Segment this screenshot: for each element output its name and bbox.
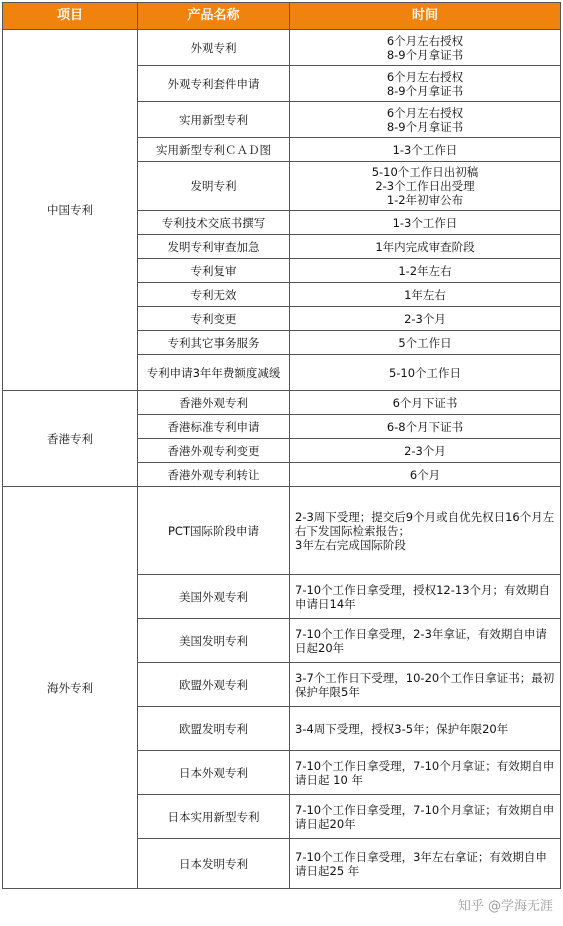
time-cell	[290, 575, 561, 619]
time-line: 2-3周下受理；提交后9个月或自优先权日16个月左右下发国际检索报告；	[295, 509, 555, 538]
product-name-cell: 专利技术交底书撰写	[138, 211, 290, 235]
product-name-cell: 美国发明专利	[138, 619, 290, 663]
time-line: 7-10个工作日拿受理，授权12-13个月；有效期自申请日14年	[295, 582, 551, 611]
time-cell	[290, 66, 561, 102]
time-line: 1年左右	[404, 287, 446, 302]
time-cell	[290, 463, 561, 487]
product-name-cell: 欧盟发明专利	[138, 707, 290, 751]
time-cell	[290, 487, 561, 575]
product-name-cell: 日本实用新型专利	[138, 795, 290, 839]
time-cell	[290, 211, 561, 235]
header-product: 产品名称	[138, 3, 290, 30]
time-cell	[290, 30, 561, 66]
time-line: 2-3个工作日出受理	[375, 179, 475, 193]
time-line: 7-10个工作日拿受理，2-3年拿证，有效期自申请日起20年	[295, 626, 547, 655]
category-cell: 香港专利	[3, 391, 138, 487]
product-name-cell: 外观专利	[138, 30, 290, 66]
time-line: 7-10个工作日拿受理，7-10个月拿证；有效期自申请日起 10 年	[295, 758, 555, 787]
time-line: 3年左右完成国际阶段	[295, 537, 406, 552]
time-cell	[290, 415, 561, 439]
time-cell	[290, 235, 561, 259]
time-line: 7-10个工作日拿受理，7-10个月拿证；有效期自申请日起20年	[295, 802, 555, 831]
product-name-cell: 专利复审	[138, 259, 290, 283]
product-name-cell: 美国外观专利	[138, 575, 290, 619]
product-name-cell: 外观专利套件申请	[138, 66, 290, 102]
product-name-cell: 日本外观专利	[138, 751, 290, 795]
product-name-cell: 专利变更	[138, 307, 290, 331]
time-line: 1-3个工作日	[392, 142, 458, 157]
product-name-cell: 实用新型专利	[138, 102, 290, 138]
time-cell	[290, 707, 561, 751]
product-name-cell: 香港外观专利转让	[138, 463, 290, 487]
time-line: 5-10个工作日	[388, 365, 462, 380]
time-cell	[290, 307, 561, 331]
time-line: 6个月	[409, 467, 441, 482]
watermark: 知乎 @学海无涯	[457, 899, 553, 914]
patent-timeline-table	[2, 2, 561, 889]
time-cell	[290, 663, 561, 707]
time-line: 3-4周下受理，授权3-5年；保护年限20年	[295, 721, 509, 736]
time-line: 6个月左右授权	[386, 33, 464, 48]
time-cell	[290, 259, 561, 283]
product-name-cell: 发明专利	[138, 162, 290, 211]
time-cell	[290, 331, 561, 355]
table-body	[3, 30, 561, 889]
time-line: 2-3个月	[404, 443, 446, 458]
time-line: 6个月左右授权	[386, 105, 464, 120]
table-row	[3, 487, 561, 575]
product-name-cell: 实用新型专利ＣＡＤ图	[138, 138, 290, 162]
time-line: 5个工作日	[398, 335, 452, 350]
product-name-cell: 专利其它事务服务	[138, 331, 290, 355]
time-cell	[290, 138, 561, 162]
product-name-cell: 专利申请3年年费额度减缓	[138, 355, 290, 391]
time-line: 1-3个工作日	[392, 215, 458, 230]
time-cell	[290, 162, 561, 211]
time-line: 8-9个月拿证书	[386, 83, 464, 98]
time-line: 6个月左右授权	[386, 69, 464, 84]
time-line: 5-10个工作日出初稿	[371, 165, 479, 179]
time-cell	[290, 751, 561, 795]
time-line: 3-7个工作日下受理，10-20个工作日拿证书；最初保护年限5年	[295, 670, 555, 699]
time-cell	[290, 283, 561, 307]
product-name-cell: 香港外观专利	[138, 391, 290, 415]
category-cell: 海外专利	[3, 487, 138, 889]
time-cell	[290, 355, 561, 391]
table-row	[3, 30, 561, 66]
time-line: 8-9个月拿证书	[386, 119, 464, 134]
product-name-cell: PCT国际阶段申请	[138, 487, 290, 575]
time-cell	[290, 619, 561, 663]
time-cell	[290, 795, 561, 839]
product-name-cell: 日本发明专利	[138, 839, 290, 889]
time-cell	[290, 391, 561, 415]
header-time: 时间	[290, 3, 561, 30]
product-name-cell: 发明专利审查加急	[138, 235, 290, 259]
time-cell	[290, 102, 561, 138]
time-line: 1-2年初审公布	[386, 193, 464, 207]
time-line: 6-8个月下证书	[386, 419, 464, 434]
product-name-cell: 欧盟外观专利	[138, 663, 290, 707]
table-header-row	[3, 3, 561, 30]
time-line: 1年内完成审查阶段	[375, 239, 475, 254]
time-line: 6个月下证书	[392, 395, 458, 410]
time-line: 1-2年左右	[398, 263, 452, 278]
time-cell	[290, 439, 561, 463]
time-line: 7-10个工作日拿受理，3年左右拿证；有效期自申请日起25 年	[295, 849, 547, 878]
category-cell: 中国专利	[3, 30, 138, 391]
header-category: 项目	[3, 3, 138, 30]
time-line: 8-9个月拿证书	[386, 47, 464, 62]
time-cell	[290, 839, 561, 889]
time-line: 2-3个月	[404, 311, 446, 326]
product-name-cell: 香港标准专利申请	[138, 415, 290, 439]
table-row	[3, 391, 561, 415]
product-name-cell: 专利无效	[138, 283, 290, 307]
product-name-cell: 香港外观专利变更	[138, 439, 290, 463]
